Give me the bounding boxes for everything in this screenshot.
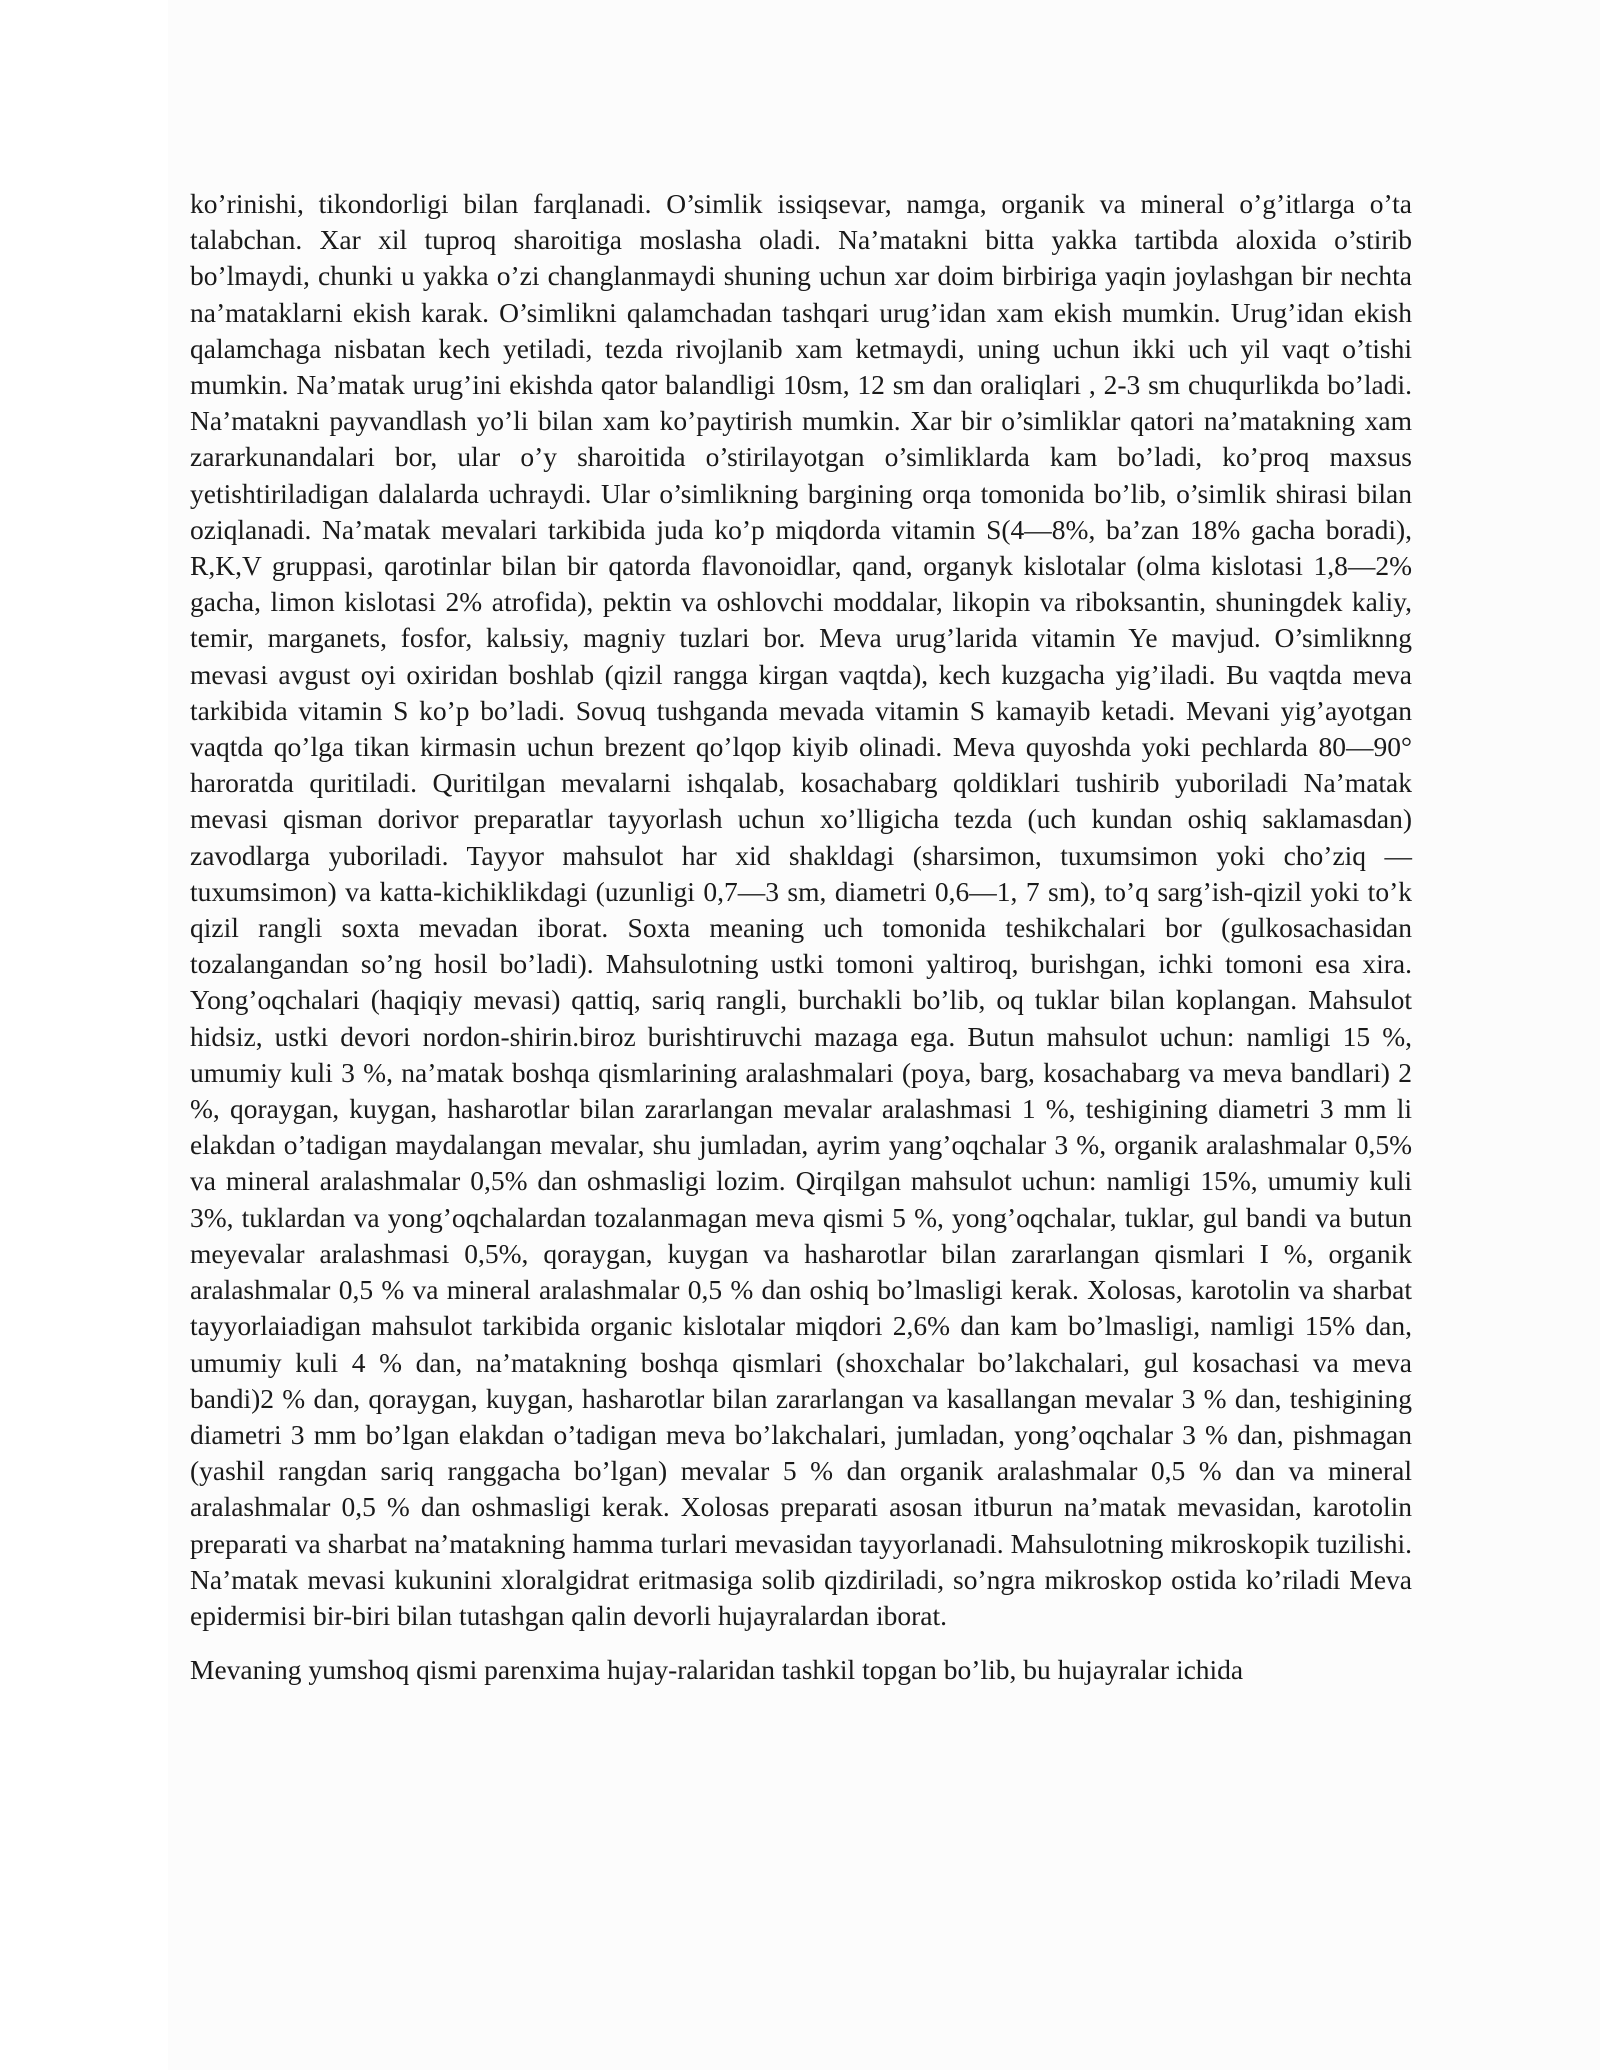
paragraph-1: ko’rinishi, tikondorligi bilan farqlanadi. O’simlik issiqsevar, namga, organik va mineral o’g’itlarga o’ta talabchan. Xar xil tuproq sharoitiga moslasha oladi. Na’matakni bitta yakka tartibda aloxida o’stirib bo’lmaydi, chunki u yakka o’zi changlanmaydi shuning uchun xar doim birbiriga yaqin joylashgan bir nechta na’mataklarni ekish karak. O’simlikni qalamchadan tashqari urug’idan xam ekish mumkin. Urug’idan ekish qalamchaga nisbatan kech yetiladi, tezda rivojlanib xam ketmaydi, uning uchun ikki uch yil vaqt o’tishi mumkin. Na’matak urug’ini ekishda qator balandligi 10sm, 12 sm dan oraliqlari , 2-3 sm chuqurlikda bo’ladi. Na’matakni payvandlash yo’li bilan xam ko’paytirish mumkin. Xar bir o’simliklar qatori na’matakning xam zararkunandalari bor, ular o’y sharoitida o’stirilayotgan o’simliklarda kam bo’ladi, ko’proq maxsus yetishtiriladigan dalalarda uchraydi. Ular o’simlikning bargining orqa tomonida bo’lib, o’simlik shirasi bilan oziqlanadi. Na’matak mevalari tarkibida juda ko’p miqdorda vitamin S(4—8%, ba’zan 18% gacha boradi), R,K,V gruppasi, qarotinlar bilan bir qatorda flavonoidlar, qand, organyk kislotalar (olma kislotasi 1,8—2% gacha, limon kislotasi 2% atrofida), pektin va oshlovchi moddalar, likopin va riboksantin, shuningdek kaliy, temir, marganets, fosfor, kalьsiy, magniy tuzlari bor. Meva urug’larida vitamin Ye mavjud. O’simliknng mevasi avgust oyi oxiridan boshlab (qizil rangga kirgan vaqtda), kech kuzgacha yig’iladi. Bu vaqtda meva tarkibida vitamin S ko’p bo’ladi. Sovuq tushganda mevada vitamin S kamayib ketadi. Mevani yig’ayotgan vaqtda qo’lga tikan kirmasin uchun brezent qo’lqop kiyib olinadi. Meva quyoshda yoki pechlarda 80—90° haroratda quritiladi. Quritilgan mevalarni ishqalab, kosachabarg qoldiklari tushirib yuboriladi Na’matak mevasi qisman dorivor preparatlar tayyorlash uchun xo’lligicha tezda (uch kundan oshiq saklamasdan) zavodlarga yuboriladi. Tayyor mahsulot har xid shakldagi (sharsimon, tuxumsimon yoki cho’ziq — tuxumsimon) va katta-kichiklikdagi (uzunligi 0,7—3 sm, diametri 0,6—1, 7 sm), to’q sarg’ish-qizil yoki to’k qizil rangli soxta mevadan iborat. Soxta meaning uch tomonida teshikchalari bor (gulkosachasidan tozalangandan so’ng hosil bo’ladi). Mahsulotning ustki tomoni yaltiroq, burishgan, ichki tomoni esa xira. Yong’oqchalari (haqiqiy mevasi) qattiq, sariq rangli, burchakli bo’lib, oq tuklar bilan koplangan. Mahsulot hidsiz, ustki devori nordon-shirin.biroz burishtiruvchi mazaga ega. Butun mahsulot uchun: namligi 15 %, umumiy kuli 3 %, na’matak boshqa qismlarining aralashmalari (poya, barg, kosachabarg va meva bandlari) 2 %, qoraygan, kuygan, hasharotlar bilan zararlangan mevalar aralashmasi 1 %, teshigining diametri 3 mm li elakdan o’tadigan maydalangan mevalar, shu jumladan, ayrim yang’oqchalar 3 %, organik aralashmalar 0,5% va mineral aralashmalar 0,5% dan oshmasligi lozim. Qirqilgan mahsulot uchun: namligi 15%, umumiy kuli 3%, tuklardan va yong’oqchalardan tozalanmagan meva qismi 5 %, yong’oqchalar, tuklar, gul bandi va butun meyevalar aralashmasi 0,5%, qoraygan, kuygan va hasharotlar bilan zararlangan qismlari I %, organik aralashmalar 0,5 % va mineral aralashmalar 0,5 % dan oshiq bo’lmasligi kerak. Xolosas, karotolin va sharbat tayyorlaiadigan mahsulot tarkibida organic kislotalar miqdori 2,6% dan kam bo’lmasligi, namligi 15% dan, umumiy kuli 4 % dan, na’matakning boshqa qismlari (shoxchalar bo’lakchalari, gul kosachasi va meva bandi)2 % dan, qoraygan, kuygan, hasharotlar bilan zararlangan va kasallangan mevalar 3 % dan, teshigining diametri 3 mm bo’lgan elakdan o’tadigan meva bo’lakchalari, jumladan, yong’oqchalar 3 % dan, pishmagan (yashil rangdan sariq ranggacha bo’lgan) mevalar 5 % dan organik aralashmalar 0,5 % dan va mineral aralashmalar 0,5 % dan oshmasligi kerak. Xolosas preparati asosan itburun na’matak mevasidan, karotolin preparati va sharbat na’matakning hamma turlari mevasidan tayyorlanadi. Mahsulotning mikroskopik tuzilishi. Na’matak mevasi kukunini xloralgidrat eritmasiga solib qizdiriladi, so’ngra mikroskop ostida ko’riladi Meva epidermisi bir-biri bilan tutashgan qalin devorli hujayralardan iborat.: [190, 188, 1412, 1631]
paragraph-2: Mevaning yumshoq qismi parenxima hujay-ralaridan tashkil topgan bo’lib, bu hujayralar ichida: [190, 1654, 1244, 1686]
document-body: [190, 186, 1412, 1688]
